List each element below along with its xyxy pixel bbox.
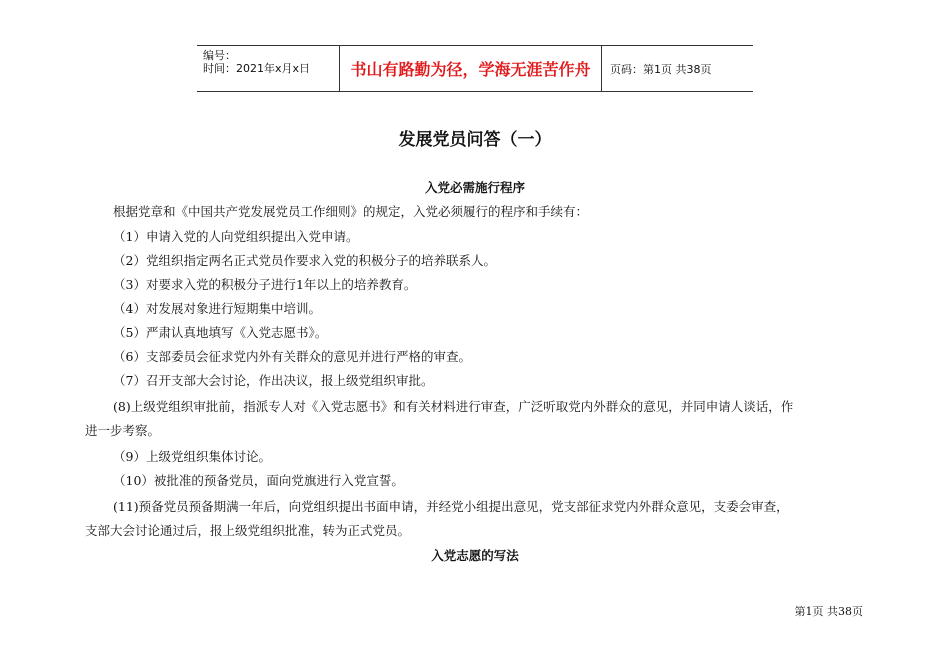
step-item: （1）申请入党的人向党组织提出入党申请。 xyxy=(113,229,359,244)
step-item: （7）召开支部大会讨论，作出决议，报上级党组织审批。 xyxy=(113,373,434,388)
step-item-8: (8)上级党组织审批前，指派专人对《入党志愿书》和有关材料进行审查，广泛听取党内外群众的意见，并同申请人谈话，作进一步考察。 xyxy=(85,399,794,438)
step-item: （3）对要求入党的积极分子进行1年以上的培养教育。 xyxy=(113,277,417,292)
step-item: （6）支部委员会征求党内外有关群众的意见并进行严格的审查。 xyxy=(113,349,471,364)
number-label: 编号： xyxy=(203,49,236,62)
section-heading-procedure: 入党必需施行程序 xyxy=(424,180,525,195)
document-title: 发展党员问答（一） xyxy=(398,130,552,150)
step-item: （10）被批准的预备党员，面向党旗进行入党宣誓。 xyxy=(113,473,404,488)
header-motto: 书山有路勤为径，学海无涯苦作舟 xyxy=(340,46,602,91)
header-table xyxy=(197,45,753,92)
step-item: （9）上级党组织集体讨论。 xyxy=(113,449,271,464)
step-item: （4）对发展对象进行短期集中培训。 xyxy=(113,301,321,316)
header-page-code: 页码：第1页 共38页 xyxy=(610,62,712,76)
step-item: （5）严肃认真地填写《入党志愿书》。 xyxy=(113,325,328,340)
footer-page-number: 第1页 共38页 xyxy=(794,605,863,618)
section-heading-application: 入党志愿的写法 xyxy=(431,548,519,563)
intro-paragraph: 根据党章和《中国共产党发展党员工作细则》的规定，入党必须履行的程序和手续有： xyxy=(113,204,589,219)
step-item-11: (11)预备党员预备期满一年后，向党组织提出书面申请，并经党小组提出意见，党支部征求党内外群众意见，支委会审查，支部大会讨论通过后，报上级党组织批准，转为正式党员。 xyxy=(85,499,789,538)
step-item: （2）党组织指定两名正式党员作要求入党的积极分子的培养联系人。 xyxy=(113,253,496,268)
time-label: 时间：2021年x月x日 xyxy=(203,62,311,75)
header-meta-cell xyxy=(197,46,340,91)
